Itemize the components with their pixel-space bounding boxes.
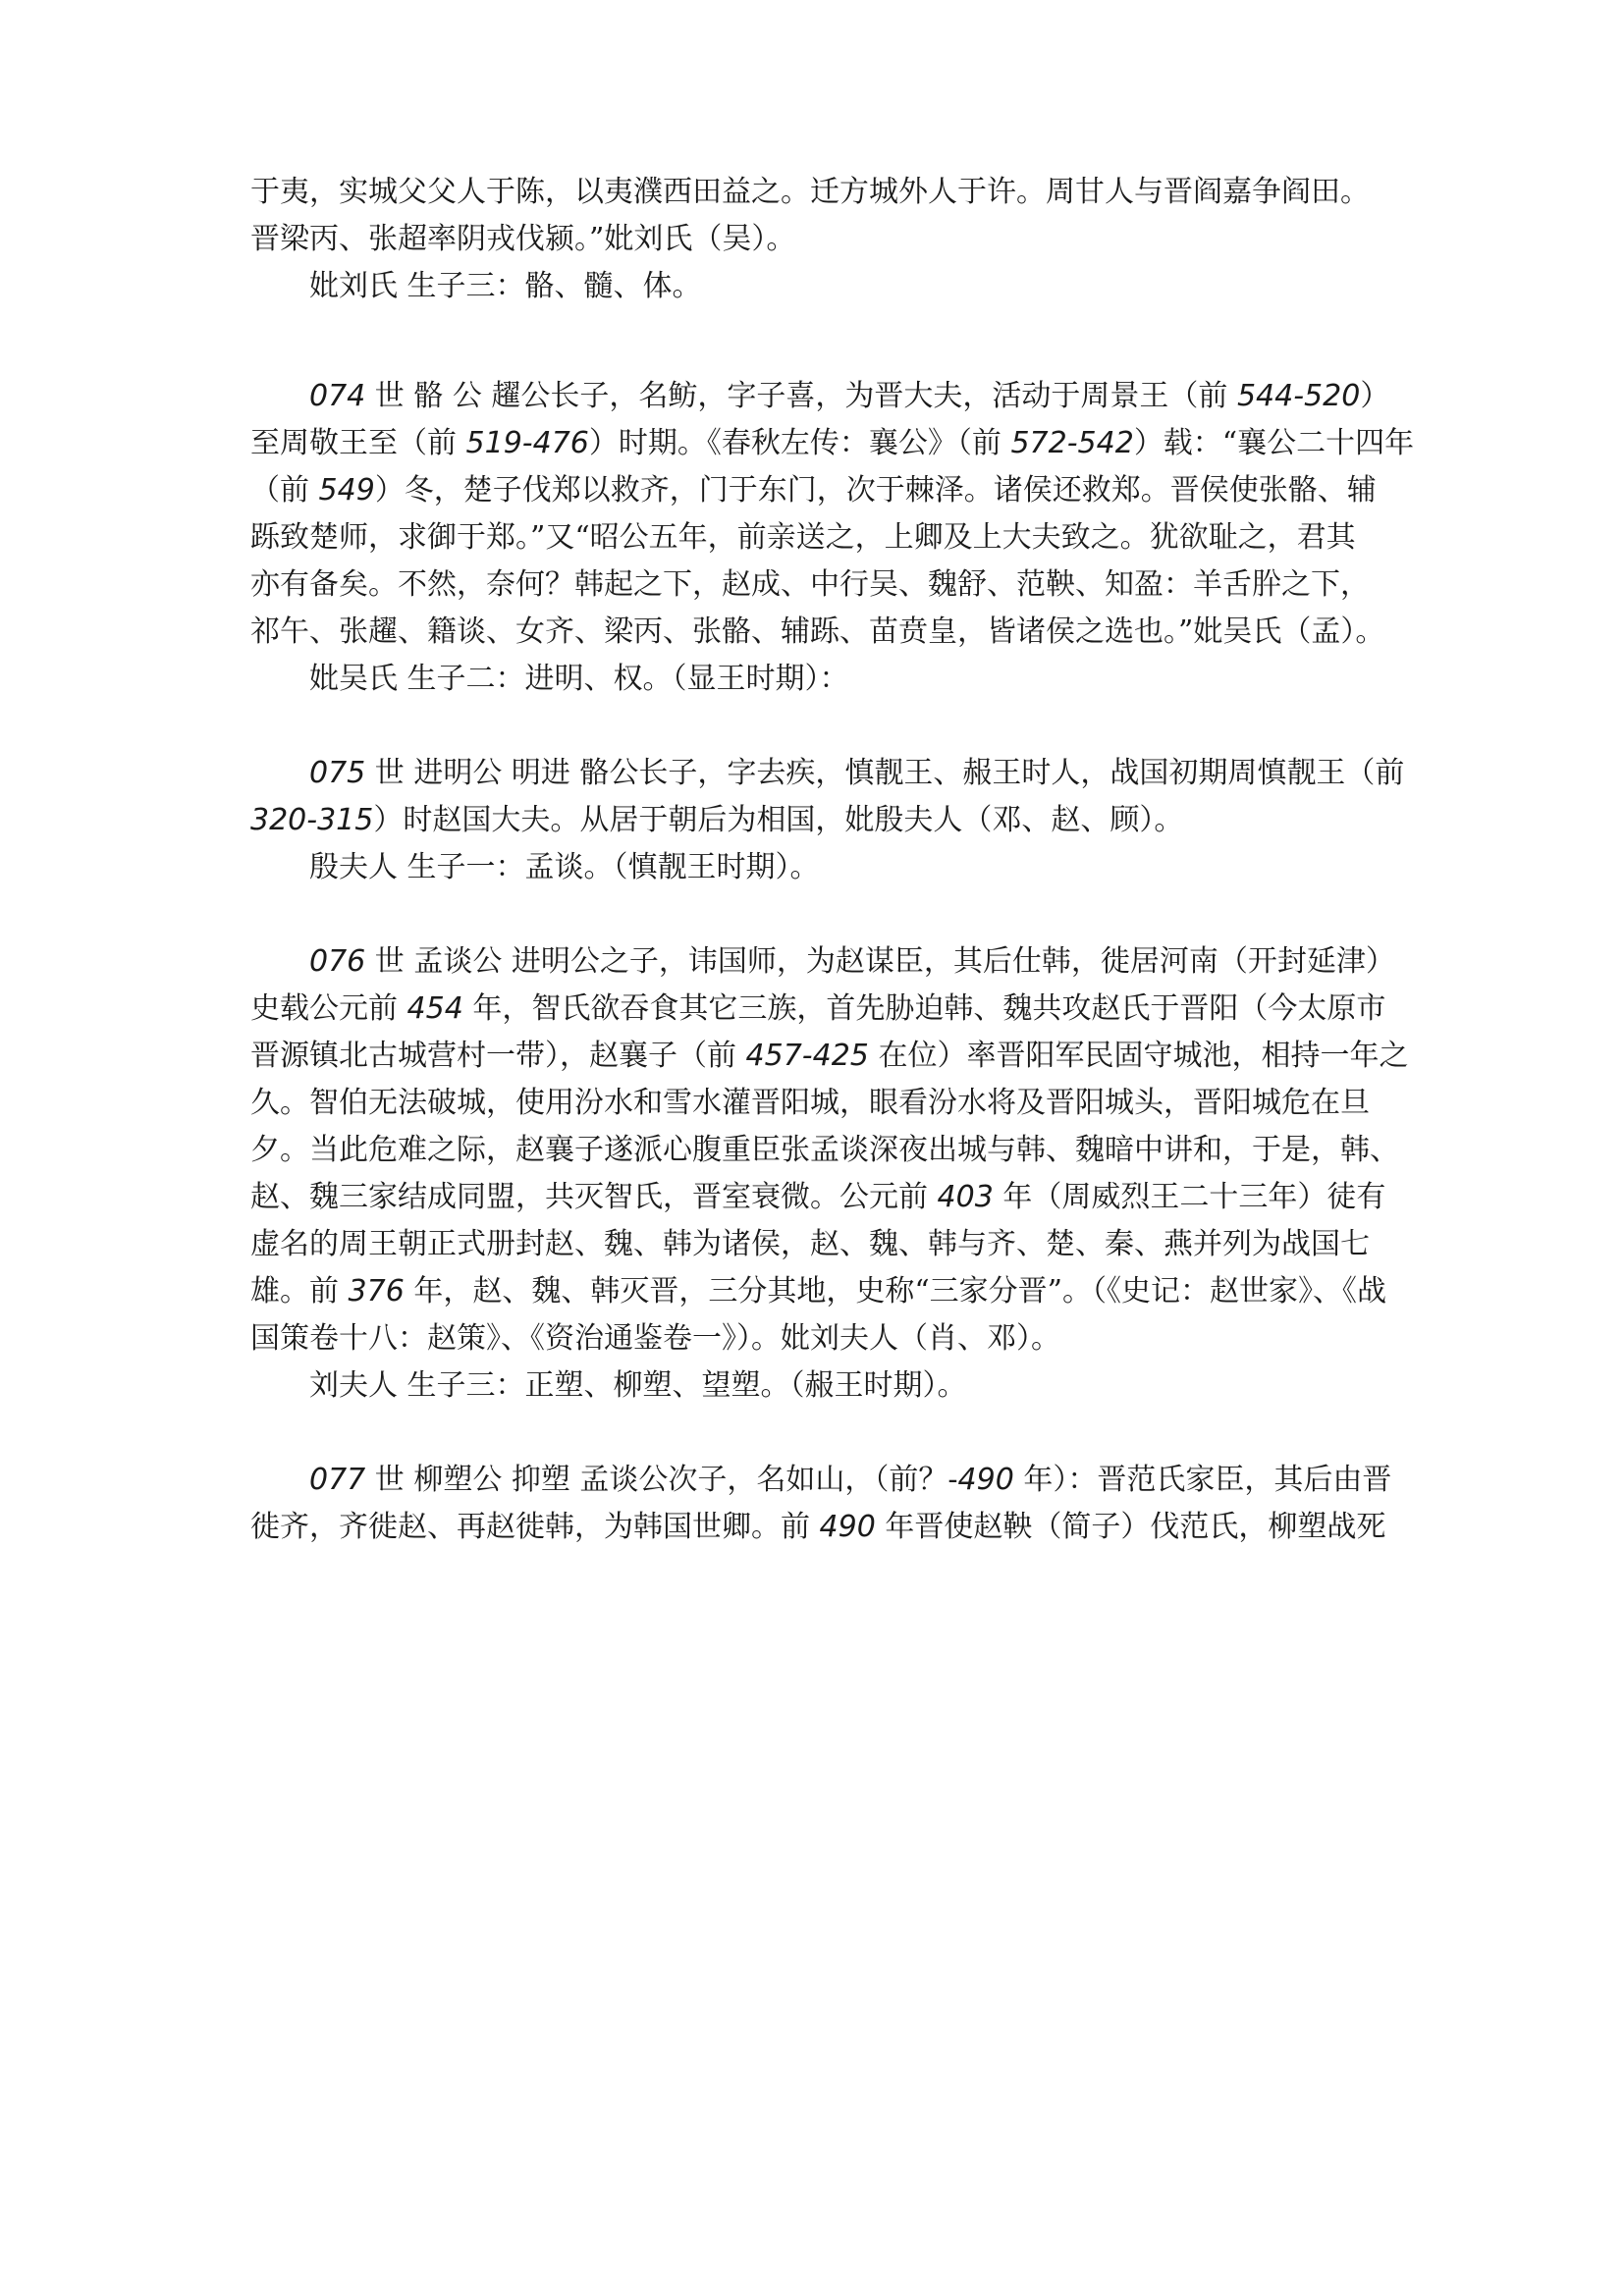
text-line [0, 1037, 1624, 1076]
text-run: 在位）率晋阳军民固守城池，相持一年之 [868, 1039, 1409, 1073]
text-line [0, 1272, 1624, 1311]
text-run: 年）：晋范氏家臣，其后由晋 [1013, 1463, 1392, 1497]
text-run: 雄。前 [250, 1274, 349, 1308]
text-run: 年，赵、魏、韩灭晋，三分其地，史称“三家分晋”。（《史记：赵世家》、《战 [404, 1274, 1387, 1308]
numeral: 075 [309, 756, 366, 790]
text-line [0, 1461, 1624, 1500]
text-line [0, 1178, 1624, 1217]
text-run: 年，智氏欲吞食其它三族，首先胁迫韩、魏共攻赵氏于晋阳（今太原市 [462, 991, 1386, 1026]
text-run: 于夷，实城父父人于陈，以夷濮西田益之。迁方城外人于许。周甘人与晋阎嘉争阎田。 [250, 175, 1370, 209]
text-run: 国策卷十八：赵策》、《资治通鉴卷一》）。妣刘夫人（肖、邓）。 [250, 1321, 1060, 1356]
text-run: 祁午、张趯、籍谈、女齐、梁丙、张骼、辅跞、苗贲皇，皆诸侯之选也。”妣吴氏（孟）。 [250, 614, 1385, 649]
text-run: 夕。当此危难之际，赵襄子遂派心腹重臣张孟谈深夜出城与韩、魏暗中讲和，于是，韩、 [250, 1133, 1399, 1167]
text-line [0, 942, 1624, 982]
text-run: 年（周威烈王二十三年）徒有 [993, 1180, 1386, 1214]
text-line [0, 848, 1624, 887]
text-run: 年晋使赵鞅（简子）伐范氏，柳塑战死 [875, 1510, 1386, 1544]
text-run: 刘夫人 生子三：正塑、柳塑、望塑。（赧王时期）。 [309, 1368, 967, 1403]
text-line [0, 1366, 1624, 1406]
text-run: 徙齐，齐徙赵、再赵徙韩，为韩国世卿。前 [250, 1510, 820, 1544]
text-line [0, 1508, 1624, 1547]
text-run: ）载：“襄公二十四年 [1133, 426, 1415, 460]
text-line [0, 801, 1624, 840]
text-line [0, 377, 1624, 416]
numeral: 544-520 [1236, 379, 1361, 413]
numeral: 490 [957, 1463, 1014, 1497]
text-run: 世 骼 公 趯公长子，名鲂，字子喜，为晋大夫，活动于周景王（前 [365, 379, 1237, 413]
text-line [0, 173, 1624, 212]
text-run: （前 [250, 473, 319, 507]
text-run: 世 孟谈公 进明公之子，讳国师，为赵谋臣，其后仕韩，徙居河南（开封延津） [365, 944, 1395, 979]
text-run: 史载公元前 [250, 991, 407, 1026]
numeral: 076 [309, 944, 366, 979]
text-line [0, 1131, 1624, 1170]
text-run: 跞致楚师，求御于郑。”又“昭公五年，前亲送之，上卿及上大夫致之。犹欲耻之，君其 [250, 520, 1356, 555]
numeral: 490 [819, 1510, 876, 1544]
numeral: 074 [309, 379, 366, 413]
text-line [0, 565, 1624, 605]
text-run: ）时期。《春秋左传：襄公》（前 [588, 426, 1011, 460]
text-run: 赵、魏三家结成同盟，共灭智氏，晋室衰微。公元前 [250, 1180, 938, 1214]
text-run: 殷夫人 生子一：孟谈。（慎靓王时期）。 [309, 850, 820, 884]
numeral: 549 [318, 473, 375, 507]
text-run: 至周敬王至（前 [250, 426, 466, 460]
text-run: 晋梁丙、张超率阴戎伐颍。”妣刘氏（吴）。 [250, 222, 796, 256]
text-run: 久。智伯无法破城，使用汾水和雪水灌晋阳城，眼看汾水将及晋阳城头，晋阳城危在旦 [250, 1086, 1370, 1120]
text-run: 妣刘氏 生子三：骼、髓、体。 [309, 269, 702, 303]
text-run: 亦有备矣。不然，奈何？韩起之下，赵成、中行吴、魏舒、范鞅、知盈：羊舌肸之下， [250, 567, 1370, 602]
numeral: 572-542 [1010, 426, 1134, 460]
text-run: ）冬，楚子伐郑以救齐，门于东门，次于棘泽。诸侯还救郑。晋侯使张骼、辅 [374, 473, 1377, 507]
text-line [0, 471, 1624, 510]
text-run: 世 进明公 明进 骼公长子，字去疾，慎靓王、赧王时人，战国初期周慎靓王（前 [365, 756, 1405, 790]
text-line [0, 1319, 1624, 1359]
text-run: ） [1360, 379, 1390, 413]
text-run: 虚名的周王朝正式册封赵、魏、韩为诸侯，赵、魏、韩与齐、楚、秦、燕并列为战国七 [250, 1227, 1370, 1261]
numeral: 519-476 [465, 426, 589, 460]
text-line [0, 267, 1624, 306]
text-line [0, 754, 1624, 793]
text-line [0, 660, 1624, 699]
text-line [0, 1225, 1624, 1264]
text-line [0, 989, 1624, 1029]
text-line [0, 220, 1624, 259]
text-line [0, 1084, 1624, 1123]
text-run: 晋源镇北古城营村一带），赵襄子（前 [250, 1039, 746, 1073]
text-run: 妣吴氏 生子二：进明、权。（显王时期）： [309, 662, 849, 696]
numeral: 454 [406, 991, 463, 1026]
text-run: 世 柳塑公 抑塑 孟谈公次子，名如山，（前？- [365, 1463, 958, 1497]
text-line [0, 613, 1624, 652]
text-line [0, 424, 1624, 463]
text-line [0, 518, 1624, 558]
text-run: ）时赵国大夫。从居于朝后为相国，妣殷夫人（邓、赵、顾）。 [373, 803, 1184, 837]
numeral: 376 [348, 1274, 405, 1308]
numeral: 320-315 [250, 803, 374, 837]
numeral: 077 [309, 1463, 366, 1497]
numeral: 457-425 [745, 1039, 869, 1073]
numeral: 403 [937, 1180, 994, 1214]
